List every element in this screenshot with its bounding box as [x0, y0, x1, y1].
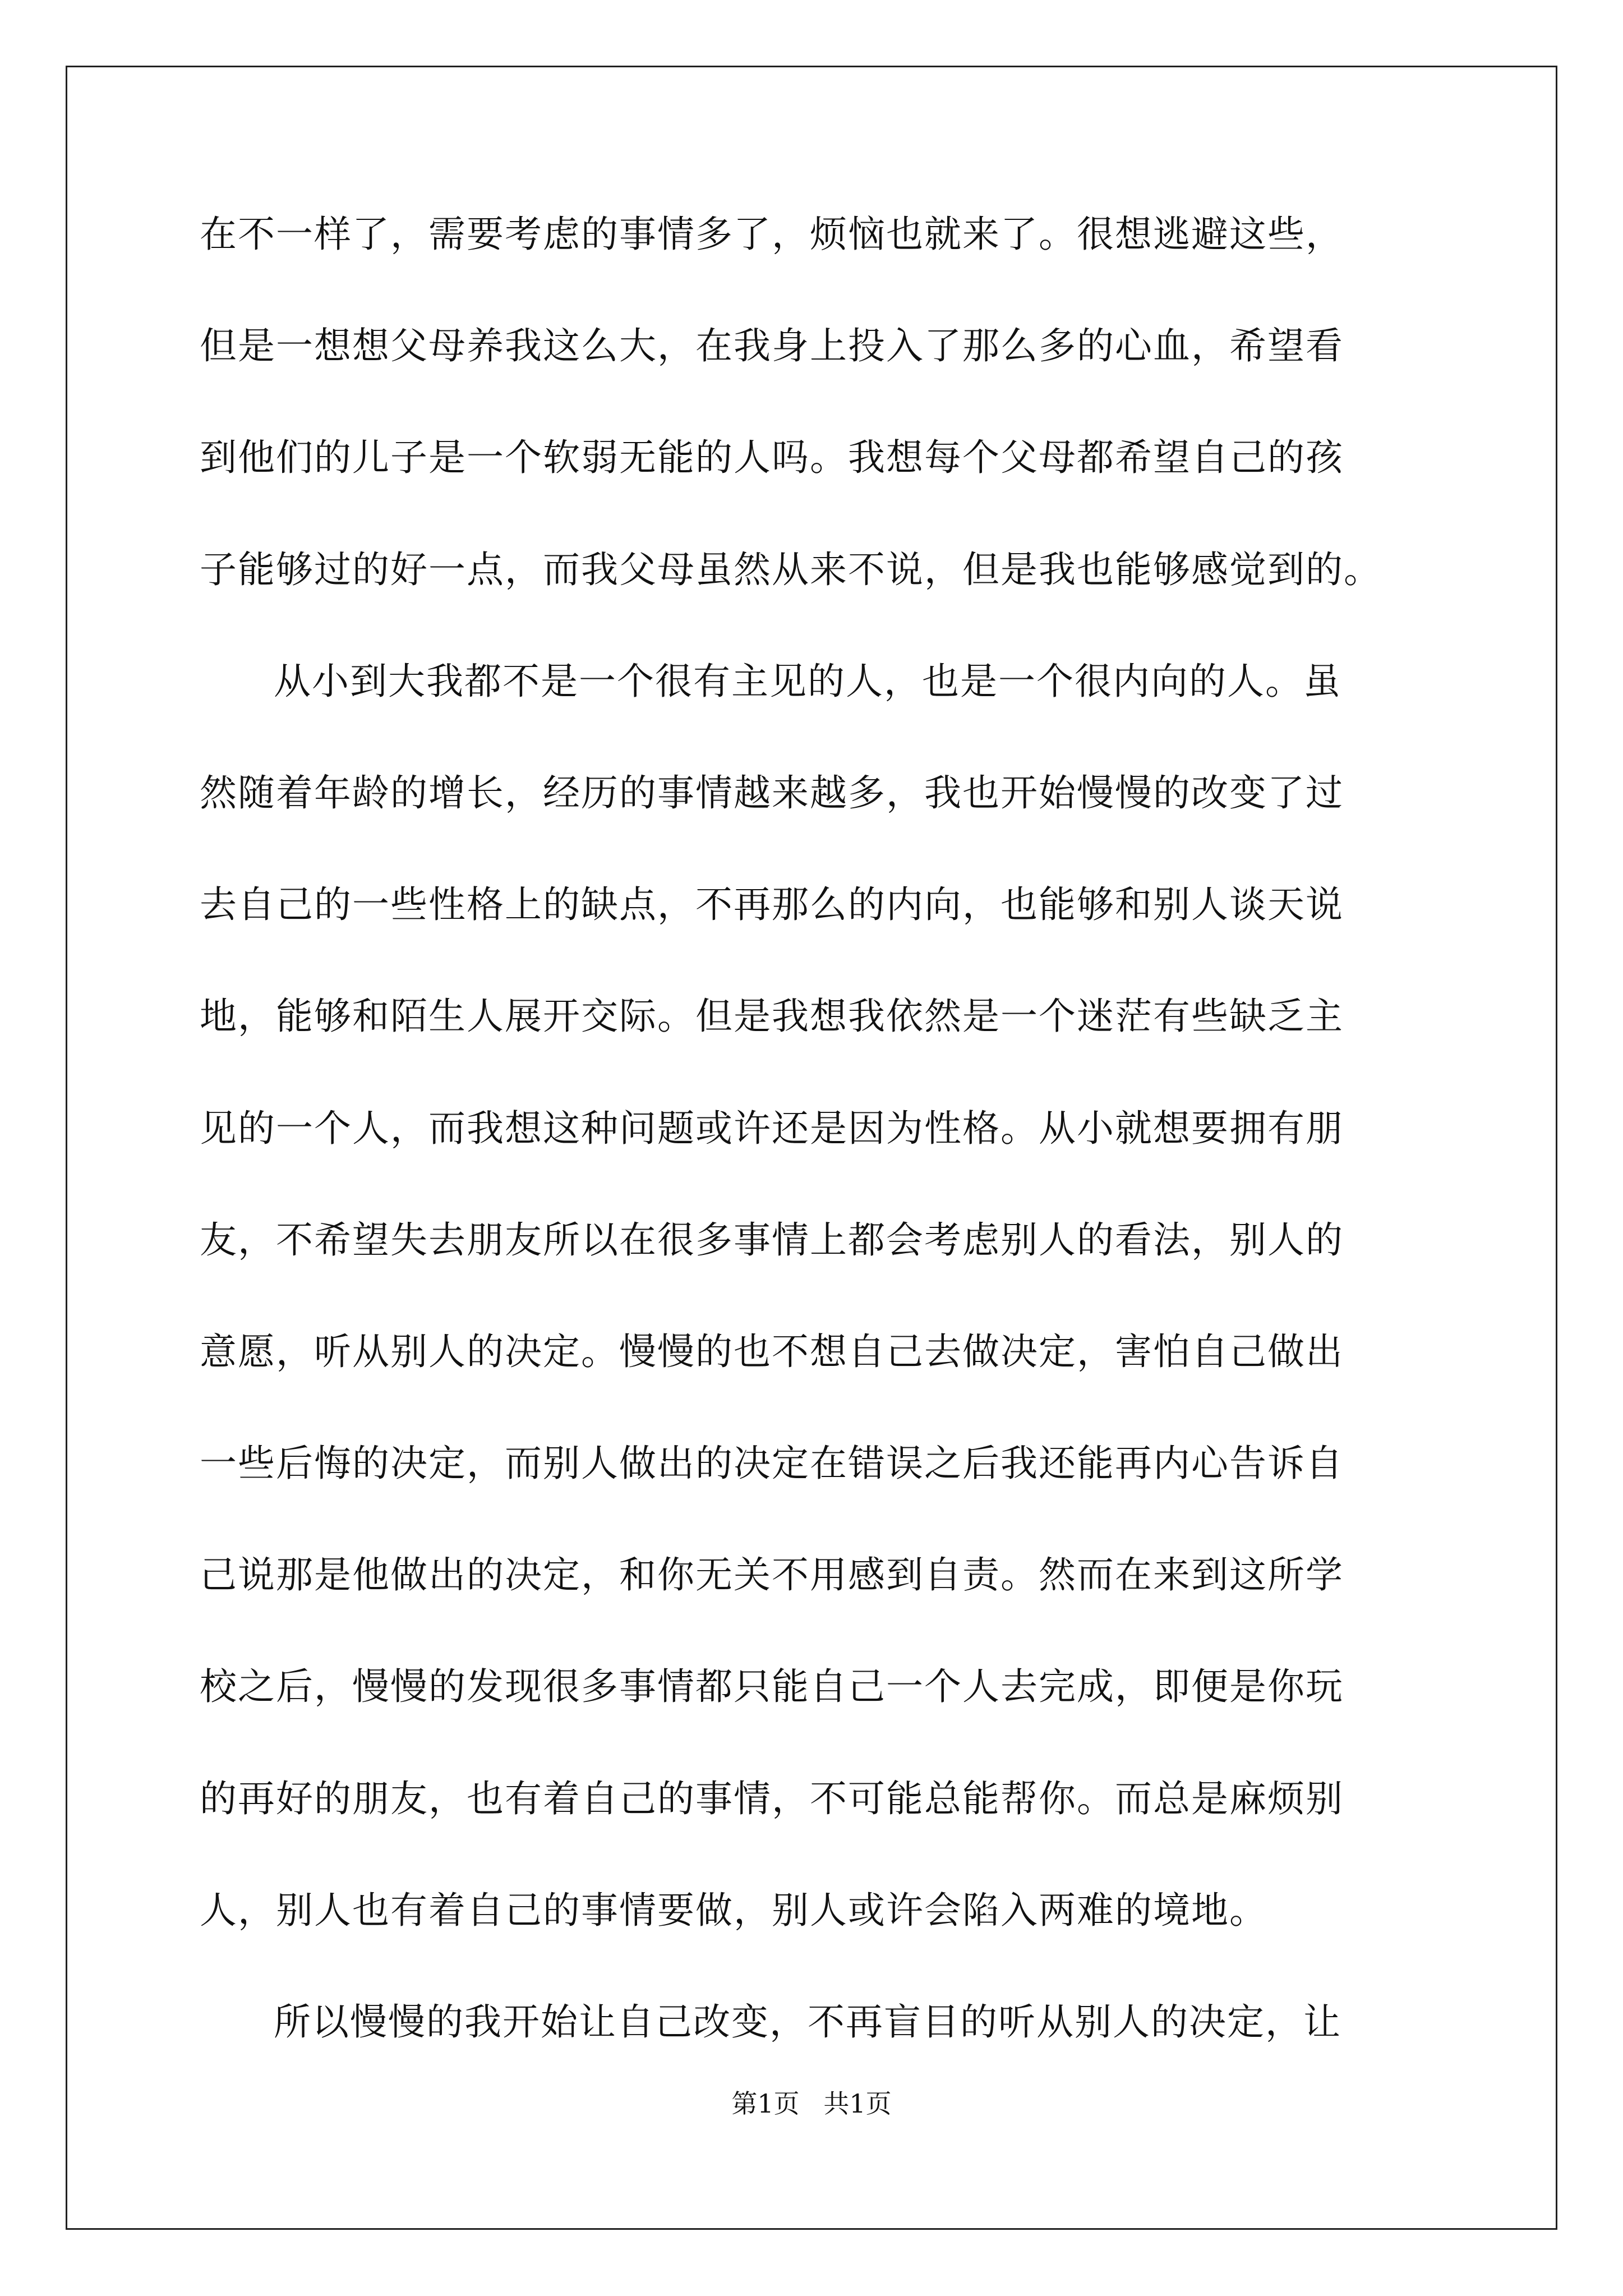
text-line: 到他们的儿子是一个软弱无能的人吗。我想每个父母都希望自己的孩 — [200, 436, 1344, 479]
text-line: 见的一个人，而我想这种问题或许还是因为性格。从小就想要拥有朋 — [200, 1107, 1344, 1150]
text-line: 一些后悔的决定，而别人做出的决定在错误之后我还能再内心告诉自 — [200, 1442, 1344, 1485]
text-line: 校之后，慢慢的发现很多事情都只能自己一个人去完成，即便是你玩 — [200, 1665, 1344, 1708]
text-line: 友，不希望失去朋友所以在很多事情上都会考虑别人的看法，别人的 — [200, 1218, 1344, 1262]
text-line: 子能够过的好一点，而我父母虽然从来不说，但是我也能够感觉到的。 — [200, 548, 1382, 591]
text-line: 然随着年龄的增长，经历的事情越来越多，我也开始慢慢的改变了过 — [200, 771, 1344, 815]
text-line: 意愿，听从别人的决定。慢慢的也不想自己去做决定，害怕自己做出 — [200, 1330, 1344, 1373]
paragraph-start-line: 所以慢慢的我开始让自己改变，不再盲目的听从别人的决定，让 — [274, 2000, 1341, 2044]
text-line: 的再好的朋友，也有着自己的事情，不可能总能帮你。而总是麻烦别 — [200, 1777, 1344, 1820]
text-line: 但是一想想父母养我这么大，在我身上投入了那么多的心血，希望看 — [200, 324, 1344, 367]
text-line: 己说那是他做出的决定，和你无关不用感到自责。然而在来到这所学 — [200, 1553, 1344, 1596]
text-line: 人，别人也有着自己的事情要做，别人或许会陷入两难的境地。 — [200, 1889, 1267, 1932]
paragraph-start-line: 从小到大我都不是一个很有主见的人，也是一个很内向的人。虽 — [274, 660, 1341, 703]
text-line: 去自己的一些性格上的缺点，不再那么的内向，也能够和别人谈天说 — [200, 883, 1344, 926]
text-line: 在不一样了，需要考虑的事情多了，烦恼也就来了。很想逃避这些， — [200, 213, 1344, 256]
page-footer — [0, 2087, 1623, 2120]
page-total: 共1页 — [823, 2088, 892, 2119]
page-number: 第1页 — [731, 2088, 800, 2119]
text-line: 地，能够和陌生人展开交际。但是我想我依然是一个迷茫有些缺乏主 — [200, 995, 1344, 1038]
